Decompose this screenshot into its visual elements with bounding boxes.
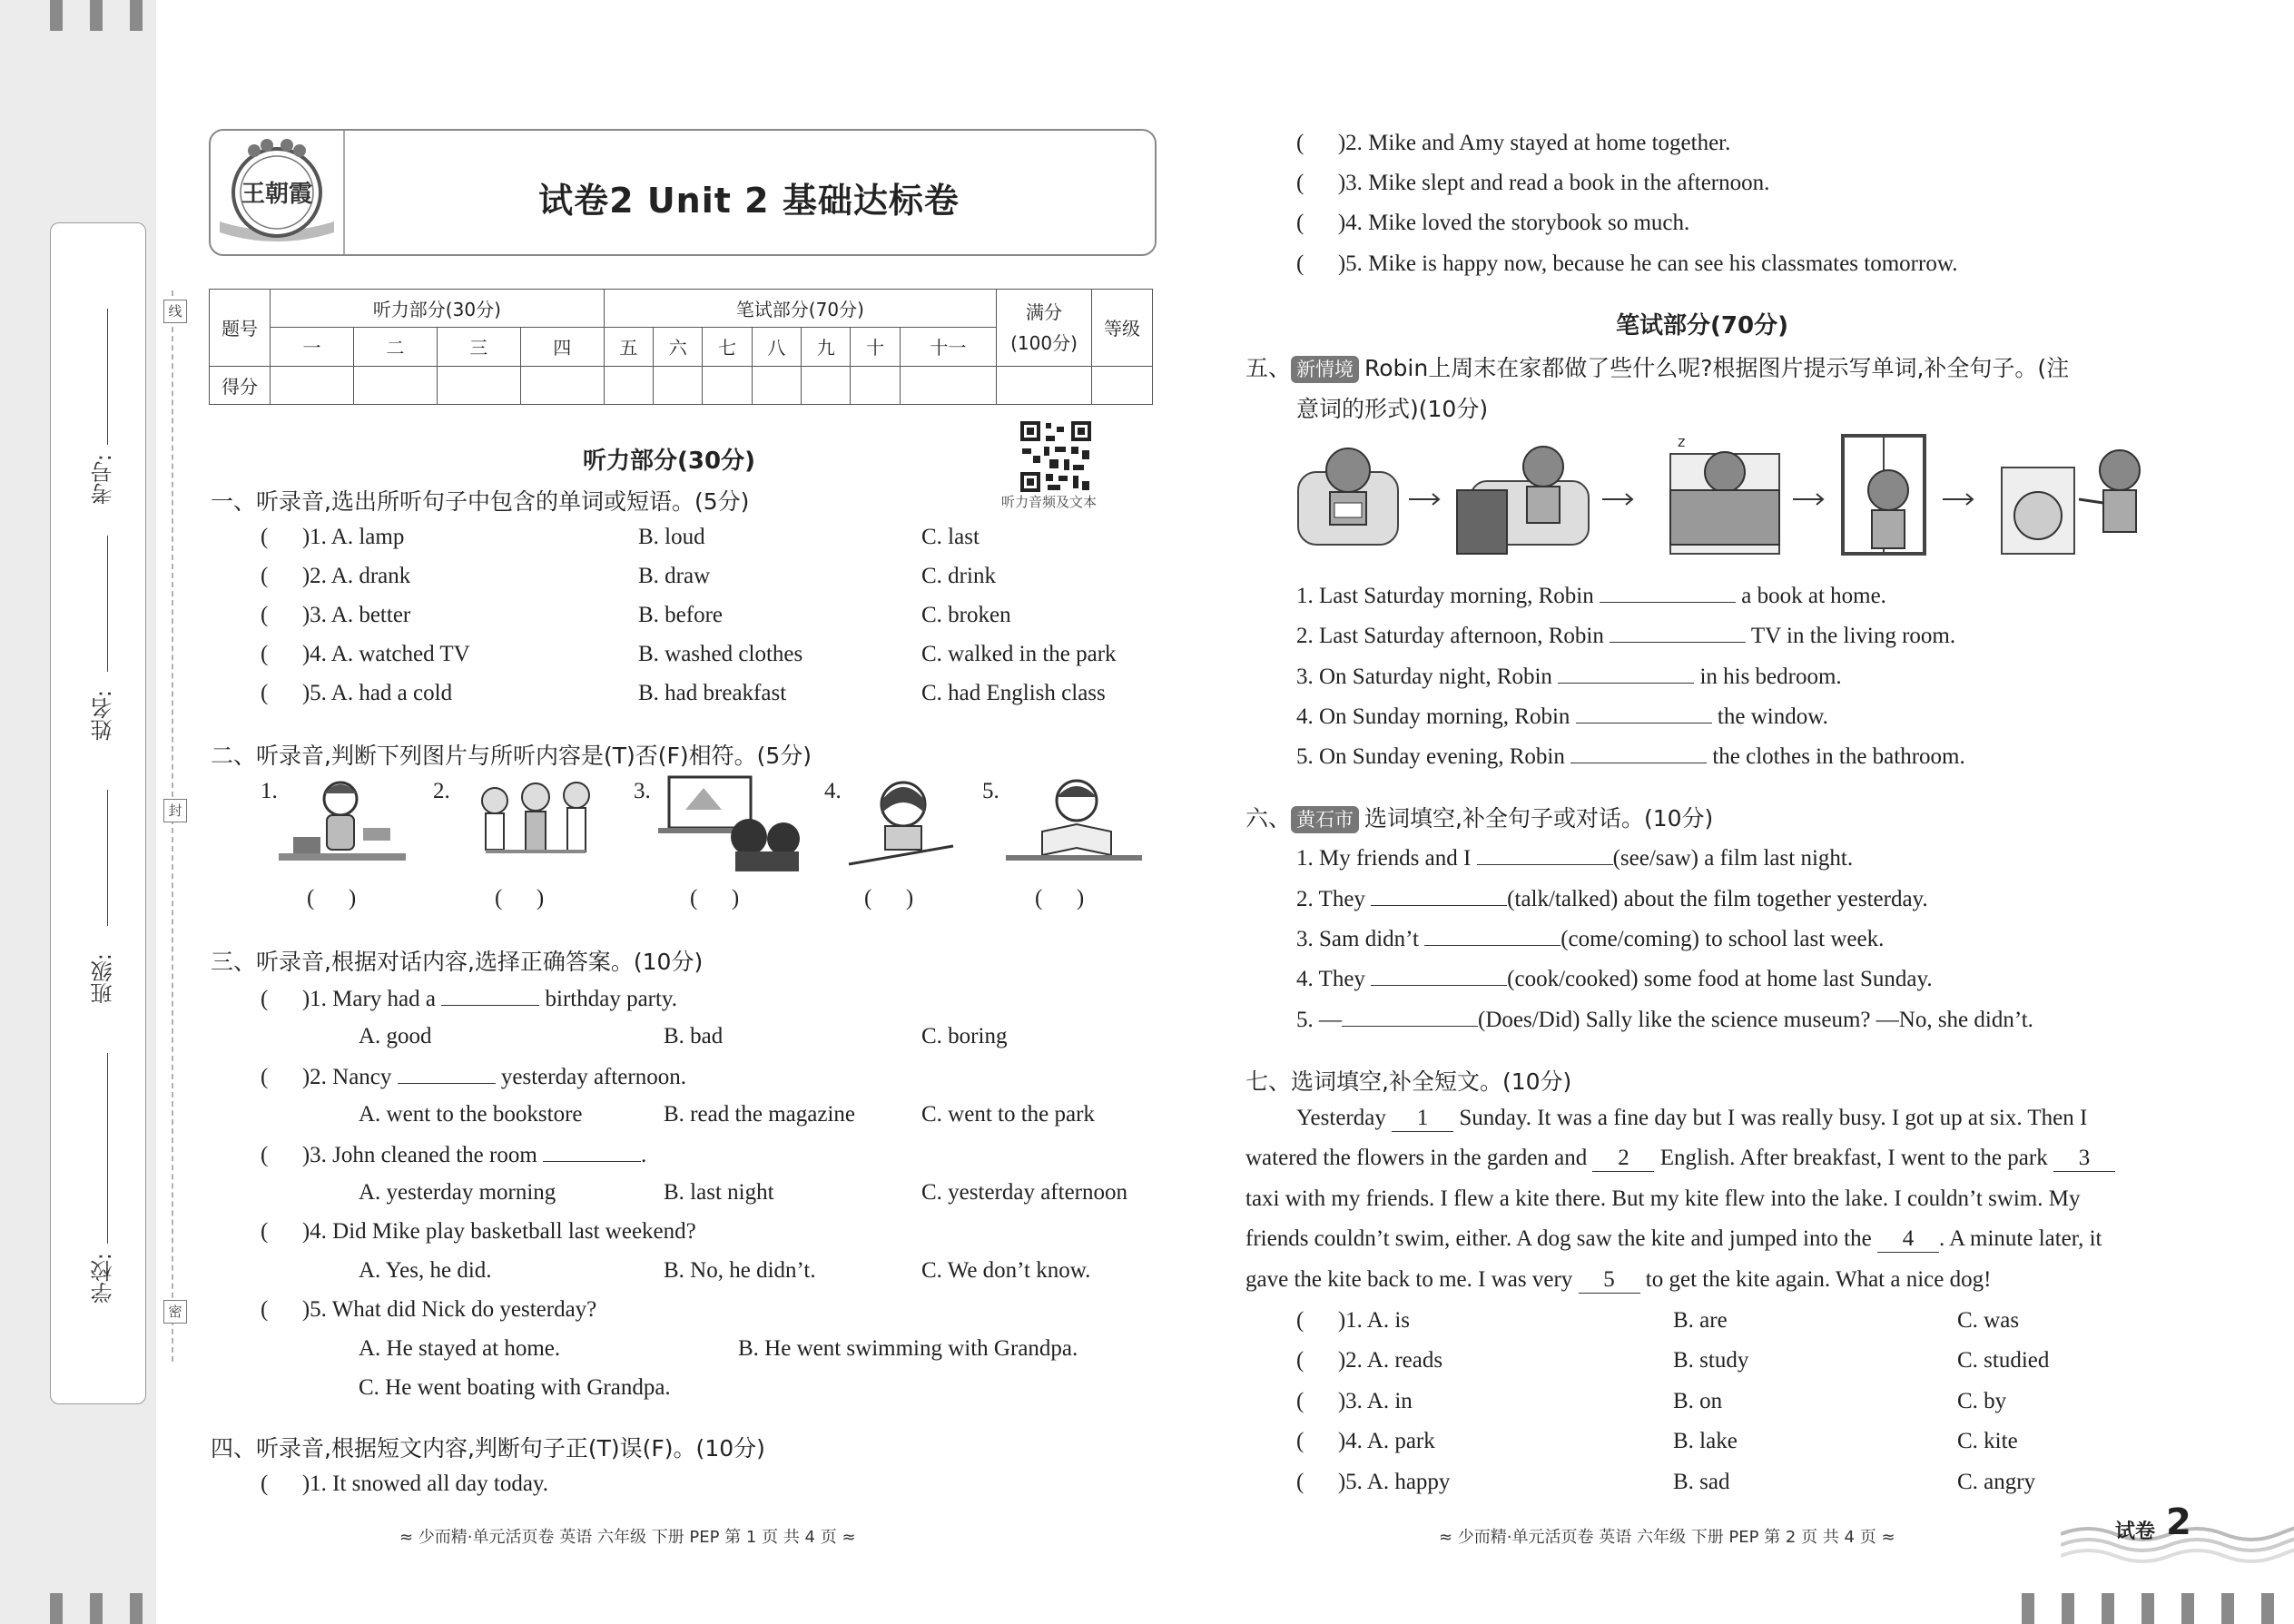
- s3-q2-option-c: C. went to the park: [921, 1102, 1095, 1127]
- s7-option-4-c: C. kite: [1957, 1429, 2018, 1453]
- s3-q2-option-b: B. read the magazine: [664, 1102, 856, 1127]
- s5-heading-2: 意词的形式)(10分): [1296, 396, 1489, 422]
- logo-text: 王朝霞: [241, 181, 313, 208]
- s5-item-3-a: 3. On Saturday night, Robin: [1296, 664, 1552, 689]
- s1-item-1-c: C. last: [921, 525, 980, 549]
- score-col: 九: [802, 328, 851, 366]
- s5-blank-5[interactable]: [1570, 743, 1707, 763]
- s6-item-2-a: 2. They: [1296, 887, 1365, 911]
- s5-tag: 新情境: [1291, 356, 1359, 383]
- s7-passage-line-3: taxi with my friends. I flew a kite there. But my kite flew into the lake. I couldn’t swim. My: [1245, 1186, 2081, 1211]
- s7-blank-2[interactable]: 2: [1592, 1146, 1654, 1172]
- s3-q1-text: )1. Mary had a: [301, 987, 436, 1011]
- score-col: 一: [271, 328, 354, 366]
- footer-left: ≈ 少而精·单元活页卷 英语 六年级 下册 PEP 第 1 页 共 4 页 ≈: [399, 1528, 856, 1547]
- score-cell[interactable]: [604, 366, 653, 404]
- s3-q4-option-c: C. We don’t know.: [921, 1258, 1091, 1283]
- corner-mark: [2261, 1593, 2274, 1624]
- s5-prefix: 五、: [1245, 355, 1292, 381]
- s1-heading: 一、听录音,选出所听句子中包含的单词或短语。(5分): [211, 488, 750, 515]
- s4-item: ( )2. Mike and Amy stayed at home together.: [1296, 131, 1731, 155]
- s4-item: ( )4. Mike loved the storybook so much.: [1296, 211, 1690, 235]
- corner-mark: [50, 1593, 63, 1624]
- corner-mark: [130, 1593, 143, 1624]
- s3-q3-text-b: .: [641, 1143, 647, 1167]
- s7-blank-3[interactable]: 3: [2053, 1146, 2115, 1172]
- s5-item-2-b: TV in the living room.: [1750, 624, 1956, 648]
- s3-q3-blank[interactable]: [543, 1141, 641, 1162]
- badge-label: 试卷: [2115, 1521, 2156, 1543]
- s7-option-5-c: C. angry: [1957, 1470, 2036, 1494]
- school-line: [107, 1053, 108, 1244]
- score-col: 十一: [900, 328, 996, 366]
- s5-item-1: [1296, 582, 1886, 609]
- s7-option-3-b: B. on: [1673, 1389, 1723, 1413]
- s2-label-2: 2.: [433, 779, 450, 803]
- s4-heading: 四、听录音,根据短文内容,判断句子正(T)误(F)。(10分): [211, 1435, 765, 1462]
- s1-item-4-b: B. washed clothes: [638, 642, 803, 666]
- s3-q1-option-b: B. bad: [664, 1024, 724, 1048]
- corner-mark: [90, 1593, 103, 1624]
- s1-item-5-c: C. had English class: [921, 681, 1106, 705]
- robot-cleaning-window: [1843, 436, 1925, 554]
- s6-item-1: [1296, 844, 1853, 871]
- s3-q1-text-b: birthday party.: [545, 987, 678, 1011]
- s3-q2-text-b: yesterday afternoon.: [500, 1065, 686, 1089]
- s5-item-5: [1296, 743, 1965, 770]
- score-table-full: [997, 290, 1092, 367]
- score-table-tihao: 题号: [210, 290, 271, 367]
- s5-item-4-b: the window.: [1717, 704, 1828, 729]
- s3-q3-text: )3. John cleaned the room: [301, 1143, 537, 1167]
- s1-item-a: ( )1. A. lamp: [261, 525, 405, 549]
- score-col: 八: [752, 328, 801, 366]
- corner-mark: [90, 0, 103, 31]
- qr-caption: 听力音频及文本: [1001, 494, 1098, 510]
- s5-item-1-b: a book at home.: [1741, 584, 1886, 608]
- s3-q1-blank[interactable]: [441, 985, 539, 1006]
- s3-q3-option-c: C. yesterday afternoon: [921, 1180, 1128, 1205]
- s2-label-5: 5.: [982, 779, 999, 803]
- s2-answer-1[interactable]: ( ): [307, 886, 357, 910]
- score-cell[interactable]: [752, 366, 801, 404]
- s4-item-5: )5. Mike is happy now, because he can see his classmates tomorrow.: [1337, 251, 1958, 276]
- score-col: 四: [520, 328, 604, 366]
- s1-item-1-b: B. loud: [638, 525, 705, 549]
- s2-picture-4-girl-writing: [844, 773, 971, 882]
- s2-label-4: 4.: [824, 779, 842, 803]
- score-cell[interactable]: [437, 366, 520, 404]
- full-score: (100分): [1010, 331, 1078, 354]
- s7-option: ( )4. A. park: [1296, 1429, 1435, 1453]
- s6-blank-3[interactable]: [1424, 925, 1561, 946]
- s7-option-3-c: C. by: [1957, 1389, 2007, 1413]
- s1-item-3-c: C. broken: [921, 603, 1011, 627]
- s3-q4-option-b: B. No, he didn’t.: [664, 1258, 816, 1283]
- s6-item-3: [1296, 925, 1884, 952]
- s1-item-a: ( )5. A. had a cold: [261, 681, 453, 705]
- corner-mark: [2181, 1593, 2194, 1624]
- score-cell[interactable]: [997, 366, 1092, 404]
- title-box: [209, 129, 1157, 256]
- s6-prefix: 六、: [1245, 805, 1292, 832]
- corner-mark: [50, 0, 63, 31]
- s2-picture-5-boy-reading: [1006, 773, 1142, 882]
- corner-mark: [2062, 1593, 2074, 1624]
- exam-no-line: [107, 309, 108, 445]
- s4-item-2: )2. Mike and Amy stayed at home together.: [1337, 131, 1731, 155]
- s7-option-2-c: C. studied: [1957, 1348, 2050, 1373]
- score-table-listening: 听力部分(30分): [271, 290, 605, 328]
- corner-mark: [2221, 1593, 2234, 1624]
- name-label: 姓名:: [91, 690, 116, 742]
- s1-item-2-c: C. drink: [921, 564, 996, 588]
- s3-q5-option-b: B. He went swimming with Grandpa.: [738, 1336, 1078, 1361]
- robot-washing-clothes: [2002, 450, 2140, 554]
- s7-option: ( )3. A. in: [1296, 1389, 1413, 1413]
- s2-picture-1-boy-cooking: [277, 773, 413, 882]
- s5-blank-4[interactable]: [1576, 703, 1712, 723]
- s3-q3-option-b: B. last night: [664, 1180, 774, 1205]
- robot-watching-tv: [1457, 447, 1589, 554]
- s7-option-1-c: C. was: [1957, 1308, 2020, 1333]
- s7-p1b: Sunday. It was a fine day but I was really busy. I got up at six. Then I: [1459, 1106, 2088, 1130]
- s5-blank-3[interactable]: [1558, 663, 1694, 684]
- s3-q1-option-c: C. boring: [921, 1024, 1008, 1048]
- s3-q1: ( )1. Mary had a birthday party.: [261, 987, 678, 1011]
- s4-item-4: )4. Mike loved the storybook so much.: [1337, 211, 1690, 235]
- score-cell[interactable]: [654, 366, 703, 404]
- s6-blank-1[interactable]: [1477, 844, 1613, 865]
- s1-item-1-a: )1. A. lamp: [301, 525, 405, 549]
- s6-blank-5[interactable]: [1342, 1006, 1478, 1027]
- s3-q4-option-a: A. Yes, he did.: [359, 1258, 492, 1283]
- s3-q5-option-c: C. He went boating with Grandpa.: [359, 1375, 671, 1400]
- s2-answer-3[interactable]: ( ): [690, 886, 740, 910]
- class-line: [107, 790, 108, 926]
- s7-p5a: gave the kite back to me. I was very: [1245, 1267, 1573, 1292]
- s7-option-4-b: B. lake: [1673, 1429, 1738, 1453]
- qr-code-icon[interactable]: [1019, 419, 1093, 498]
- s6-blank-4[interactable]: [1371, 965, 1507, 986]
- score-table-grade: 等级: [1092, 290, 1153, 367]
- s2-answer-4[interactable]: ( ): [864, 886, 914, 910]
- score-cell[interactable]: [900, 366, 996, 404]
- s5-item-2-a: 2. Last Saturday afternoon, Robin: [1296, 624, 1604, 648]
- full-label: 满分: [1026, 300, 1062, 323]
- s1-item-3-a: )3. A. better: [301, 603, 411, 627]
- seal-char-seal: 封: [163, 799, 187, 822]
- s1-item-5-a: )5. A. had a cold: [301, 681, 453, 705]
- score-cell[interactable]: [353, 366, 437, 404]
- score-col: 六: [654, 328, 703, 366]
- badge-number: 2: [2166, 1501, 2191, 1543]
- s3-q3: ( )3. John cleaned the room .: [261, 1143, 647, 1167]
- score-cell[interactable]: [802, 366, 851, 404]
- s7-p5b: to get the kite again. What a nice dog!: [1645, 1267, 1992, 1292]
- s4-item-3: )3. Mike slept and read a book in the afternoon.: [1337, 171, 1770, 195]
- listening-section-title: 听力部分(30分): [583, 448, 755, 475]
- s7-passage-line-1: [1296, 1106, 2087, 1132]
- s6-item-5: [1296, 1006, 2033, 1033]
- s6-heading: [1245, 801, 1713, 833]
- writing-section-title: 笔试部分(70分): [1616, 312, 1788, 340]
- s7-passage-line-4: [1245, 1226, 2102, 1253]
- seal-char-line: 线: [163, 300, 187, 323]
- s7-option-4-a: )4. A. park: [1337, 1429, 1435, 1453]
- score-cell[interactable]: [703, 366, 752, 404]
- s5-robot-sequence-pictures: [1289, 427, 2197, 567]
- s7-option-3-a: )3. A. in: [1337, 1389, 1413, 1413]
- s1-item-a: ( )3. A. better: [261, 603, 411, 627]
- s7-passage-line-5: [1245, 1267, 1991, 1294]
- s3-q4: ( )4. Did Mike play basketball last weekend?: [261, 1219, 696, 1244]
- s5-item-5-a: 5. On Sunday evening, Robin: [1296, 744, 1565, 769]
- s2-picture-2-three-kids: [458, 773, 604, 882]
- score-col: 七: [703, 328, 752, 366]
- score-col: 二: [353, 328, 437, 366]
- s7-blank-5[interactable]: 5: [1579, 1267, 1640, 1294]
- score-col: 五: [604, 328, 653, 366]
- s5-item-4-a: 4. On Sunday morning, Robin: [1296, 704, 1570, 729]
- s2-label-3: 3.: [634, 779, 651, 803]
- s7-heading: 七、选词填空,补全短文。(10分): [1245, 1068, 1572, 1095]
- s6-heading-text: 选词填空,补全句子或对话。(10分): [1364, 805, 1714, 832]
- s5-item-5-b: the clothes in the bathroom.: [1712, 744, 1965, 769]
- score-col: 三: [437, 328, 520, 366]
- s7-p2b: English. After breakfast, I went to the park: [1659, 1146, 2048, 1170]
- s1-item-3-b: B. before: [638, 603, 724, 627]
- s1-item-4-a: )4. A. watched TV: [301, 642, 470, 666]
- class-label: 班级:: [91, 953, 116, 1005]
- s7-option: ( )1. A. is: [1296, 1308, 1411, 1333]
- s3-q1-option-a: A. good: [359, 1024, 432, 1048]
- s6-item-5-b: (Does/Did) Sally like the science museum? —No, she didn’t.: [1478, 1008, 2033, 1032]
- s2-picture-3-watching-tv: [658, 773, 803, 882]
- s2-answer-5[interactable]: ( ): [1035, 886, 1085, 910]
- score-cell[interactable]: [271, 366, 354, 404]
- s3-q2-blank[interactable]: [398, 1063, 496, 1084]
- s3-heading: 三、听录音,根据对话内容,选择正确答案。(10分): [211, 949, 704, 975]
- s3-q5-option-a: A. He stayed at home.: [359, 1336, 561, 1361]
- s5-heading-text: Robin上周末在家都做了些什么呢?根据图片提示写单词,补全句子。(注: [1364, 355, 2070, 381]
- s7-p4b: . A minute later, it: [1938, 1226, 2102, 1251]
- publisher-logo: [211, 131, 345, 254]
- s4-item: ( )3. Mike slept and read a book in the afternoon.: [1296, 171, 1770, 195]
- name-line: [107, 536, 108, 672]
- score-table: [209, 289, 1153, 405]
- s6-blank-2[interactable]: [1371, 885, 1507, 906]
- s6-item-2: [1296, 885, 1928, 912]
- s7-option: ( )2. A. reads: [1296, 1348, 1443, 1373]
- score-cell[interactable]: [520, 366, 604, 404]
- s1-item-5-b: B. had breakfast: [638, 681, 787, 705]
- s1-item-2-b: B. draw: [638, 564, 711, 588]
- seal-dashed-line: [172, 290, 173, 1362]
- s3-q5-text: )5. What did Nick do yesterday?: [301, 1297, 597, 1322]
- s6-item-3-b: (come/coming) to school last week.: [1561, 927, 1885, 951]
- s7-option-2-b: B. study: [1673, 1348, 1749, 1373]
- s3-q2: ( )2. Nancy yesterday afternoon.: [261, 1065, 686, 1089]
- s7-blank-1[interactable]: 1: [1392, 1106, 1453, 1132]
- s7-option-5-b: B. sad: [1673, 1470, 1730, 1494]
- s6-item-5-a: 5. —: [1296, 1008, 1342, 1032]
- s7-option-2-a: )2. A. reads: [1337, 1348, 1443, 1373]
- score-table-writing: 笔试部分(70分): [604, 290, 996, 328]
- seal-char-secret: 密: [163, 1300, 187, 1324]
- s6-tag: 黄石市: [1291, 806, 1359, 833]
- corner-mark: [2141, 1593, 2154, 1624]
- score-col: 十: [851, 328, 900, 366]
- s1-item-a: ( )4. A. watched TV: [261, 642, 470, 666]
- s7-option: ( )5. A. happy: [1296, 1470, 1451, 1494]
- student-info-box: [50, 222, 146, 1404]
- s3-q2-text: )2. Nancy: [301, 1065, 392, 1089]
- s7-p2a: watered the flowers in the garden and: [1245, 1146, 1588, 1170]
- s7-option-1-b: B. are: [1673, 1308, 1728, 1333]
- s6-item-4-b: (cook/cooked) some food at home last Sunday.: [1507, 967, 1933, 991]
- s6-item-4-a: 4. They: [1296, 967, 1365, 991]
- s7-blank-4[interactable]: 4: [1877, 1226, 1939, 1253]
- corner-mark: [2022, 1593, 2034, 1624]
- score-cell[interactable]: [851, 366, 900, 404]
- s3-q5: ( )5. What did Nick do yesterday?: [261, 1297, 597, 1322]
- s7-p1a: Yesterday: [1296, 1106, 1386, 1130]
- s6-item-4: [1296, 965, 1933, 992]
- score-cell[interactable]: [1092, 366, 1153, 404]
- s4-item: ( )5. Mike is happy now, because he can see his classmates tomorrow.: [1296, 251, 1958, 276]
- s3-q3-option-a: A. yesterday morning: [359, 1180, 556, 1205]
- svg-text:z: z: [1678, 433, 1686, 450]
- school-label: 学校:: [91, 1253, 116, 1304]
- s4-item-1: )1. It snowed all day today.: [301, 1471, 549, 1496]
- corner-mark: [2102, 1593, 2114, 1624]
- footer-right: ≈ 少而精·单元活页卷 英语 六年级 下册 PEP 第 2 页 共 4 页 ≈: [1439, 1528, 1895, 1547]
- s7-option-1-a: )1. A. is: [1337, 1308, 1411, 1333]
- exam-no-label: 考号:: [91, 454, 116, 506]
- s6-item-1-a: 1. My friends and I: [1296, 846, 1472, 871]
- s5-item-4: [1296, 703, 1828, 730]
- s3-q2-option-a: A. went to the bookstore: [359, 1102, 583, 1127]
- s5-item-3-b: in his bedroom.: [1699, 664, 1842, 689]
- robot-reading: [1298, 448, 1398, 545]
- s5-blank-1[interactable]: [1600, 582, 1736, 603]
- s3-q4-text: )4. Did Mike play basketball last weekend?: [301, 1219, 696, 1244]
- score-table-defen: 得分: [210, 366, 271, 404]
- s5-item-2: [1296, 622, 1955, 649]
- s7-passage-line-2: [1245, 1146, 2115, 1172]
- corner-mark: [130, 0, 143, 31]
- s1-item-2-a: )2. A. drank: [301, 564, 411, 588]
- robot-sleeping: [1670, 433, 1779, 554]
- s7-p4a: friends couldn’t swim, either. A dog saw the kite and jumped into the: [1245, 1226, 1872, 1251]
- page-title: 试卷2 Unit 2 基础达标卷: [538, 181, 960, 221]
- s5-item-1-a: 1. Last Saturday morning, Robin: [1296, 584, 1594, 608]
- s5-item-3: [1296, 663, 1842, 690]
- s1-item-a: ( )2. A. drank: [261, 564, 411, 588]
- s2-heading: 二、听录音,判断下列图片与所听内容是(T)否(F)相符。(5分): [211, 743, 812, 769]
- s2-answer-2[interactable]: ( ): [495, 886, 545, 910]
- s6-item-1-b: (see/saw) a film last night.: [1612, 846, 1854, 871]
- s6-item-2-b: (talk/talked) about the film together yesterday.: [1507, 887, 1928, 911]
- s4-item: ( )1. It snowed all day today.: [261, 1471, 549, 1496]
- s7-option-5-a: )5. A. happy: [1337, 1470, 1451, 1494]
- s2-label-1: 1.: [261, 779, 278, 803]
- s5-heading: [1245, 350, 2069, 383]
- s1-item-4-c: C. walked in the park: [921, 642, 1117, 666]
- s6-item-3-a: 3. Sam didn’t: [1296, 927, 1419, 951]
- s5-blank-2[interactable]: [1610, 622, 1746, 643]
